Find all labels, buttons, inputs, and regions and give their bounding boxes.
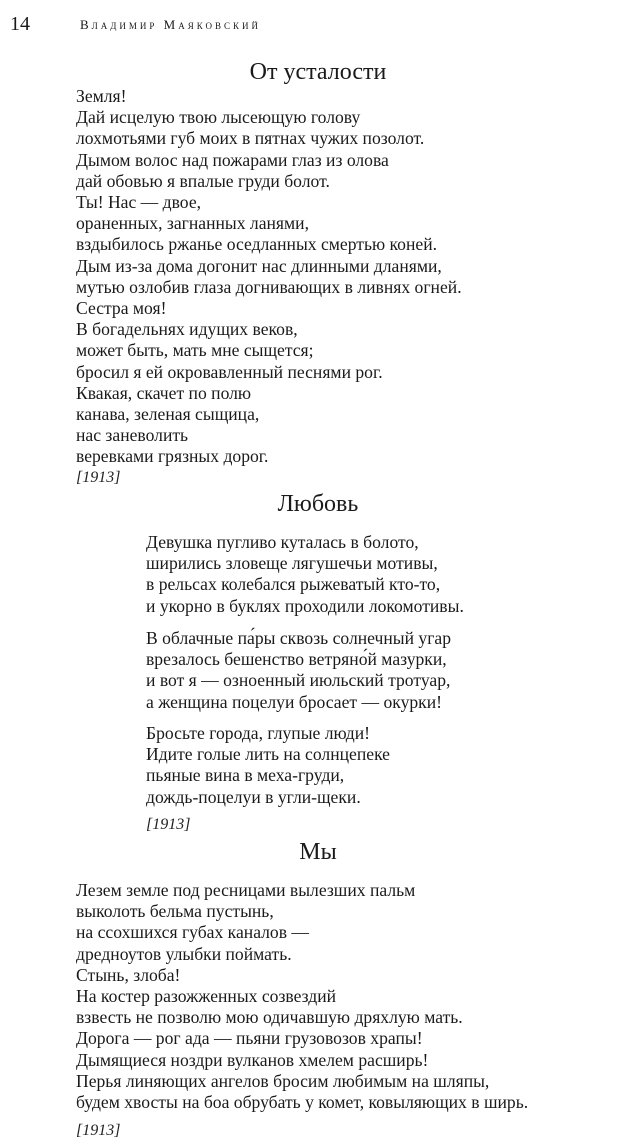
poem-line: будем хвосты на боа обрубать у комет, ковыляющих в ширь.	[76, 1092, 529, 1113]
poem-line: Дым из-за дома догонит нас длинными дланями,	[76, 255, 442, 276]
poem-line: Идите голые лить на солнцепеке	[146, 744, 390, 765]
poem-line: ораненных, загнанных ланями,	[76, 213, 309, 234]
poem-line: дай обовью я впалые груди болот.	[76, 170, 330, 191]
poem-line: В облачные па́ры сквозь солнечный угар	[146, 628, 452, 648]
poem-line: и укорно в буклях проходили локомотивы.	[146, 595, 464, 616]
poem-line: может быть, мать мне сыщется;	[76, 340, 314, 361]
poem-line: выколоть бельма пустынь,	[76, 901, 274, 922]
poem-3-stanza-1	[76, 880, 528, 1113]
poem-line: Лезем земле под ресницами вылезших пальм	[76, 880, 416, 900]
poem-line: Перья линяющих ангелов бросим любимым на шляпы,	[76, 1070, 490, 1091]
poem-title-my: Мы	[299, 839, 337, 865]
poem-line: Дорога — рог ада — пьяни грузовозов храпы!	[76, 1028, 423, 1049]
poem-line: Дымом волос над пожарами глаз из олова	[76, 149, 389, 170]
poem-1-date: [1913]	[76, 469, 121, 486]
poem-line: взвесть не позволю мою одичавшую дряхлую мать.	[76, 1007, 463, 1028]
poem-line: вздыбилось ржанье оседланных смертью коней.	[76, 234, 438, 255]
poem-line: а женщина поцелуи бросает — окурки!	[146, 691, 442, 712]
poem-line: Дай исцелую твою лысеющую голову	[76, 107, 361, 128]
poem-line: Квакая, скачет по полю	[76, 382, 252, 403]
poem-line: дождь-поцелуи в угли-щеки.	[146, 786, 361, 807]
poem-line: врезалось бешенство ветряно́й мазурки,	[146, 649, 447, 670]
poem-line: бросил я ей окровавленный песнями рог.	[76, 361, 383, 382]
page-number: 14	[10, 13, 30, 35]
poem-line: Земля!	[76, 86, 127, 106]
poem-line: Дымящиеся ноздри вулканов хмелем расширь!	[76, 1049, 429, 1070]
poem-line: Ты! Нас — двое,	[76, 192, 202, 213]
poem-line: пьяные вина в меха-груди,	[146, 765, 345, 786]
poem-line: Девушка пугливо куталась в болото,	[146, 532, 419, 552]
running-head	[10, 12, 616, 38]
poem-title-ot-ustalosti: От усталости	[249, 59, 387, 85]
poem-3-date: [1913]	[76, 1122, 121, 1139]
poem-line: веревками грязных дорог.	[76, 446, 269, 467]
poem-line: в рельсах колебался рыжеватый кто-то,	[146, 574, 441, 595]
poem-line: нас заневолить	[76, 425, 189, 446]
poem-title-lyubov: Любовь	[277, 491, 359, 517]
poem-line: Стынь, злоба!	[76, 964, 181, 985]
poem-line: канава, зеленая сыщица,	[76, 404, 260, 425]
poem-line: лохмотьями губ моих в пятнах чужих позолот.	[76, 128, 425, 149]
poem-line: ширились зловеще лягушечьи мотивы,	[146, 553, 438, 574]
poem-line: Сестра моя!	[76, 298, 167, 319]
poem-2-stanza-2	[146, 628, 451, 713]
poem-line: дредноутов улыбки поймать.	[76, 943, 292, 964]
poem-2-date: [1913]	[146, 816, 191, 833]
poem-2-stanza-1	[146, 532, 464, 617]
poem-line: и вот я — озноенный июльский тротуар,	[146, 670, 451, 691]
poem-line: На костер разожженных созвездий	[76, 986, 337, 1007]
running-title: Владимир Маяковский	[80, 17, 262, 32]
poem-line: мутью озлобив глаза догнивающих в ливнях огней.	[76, 276, 462, 297]
poem-1-stanza-1	[76, 86, 462, 468]
poem-2-stanza-3	[146, 723, 390, 808]
poem-line: на ссохшихся губах каналов —	[76, 922, 310, 943]
poem-line: В богадельнях идущих веков,	[76, 319, 298, 340]
poem-line: Бросьте города, глупые люди!	[146, 723, 371, 743]
